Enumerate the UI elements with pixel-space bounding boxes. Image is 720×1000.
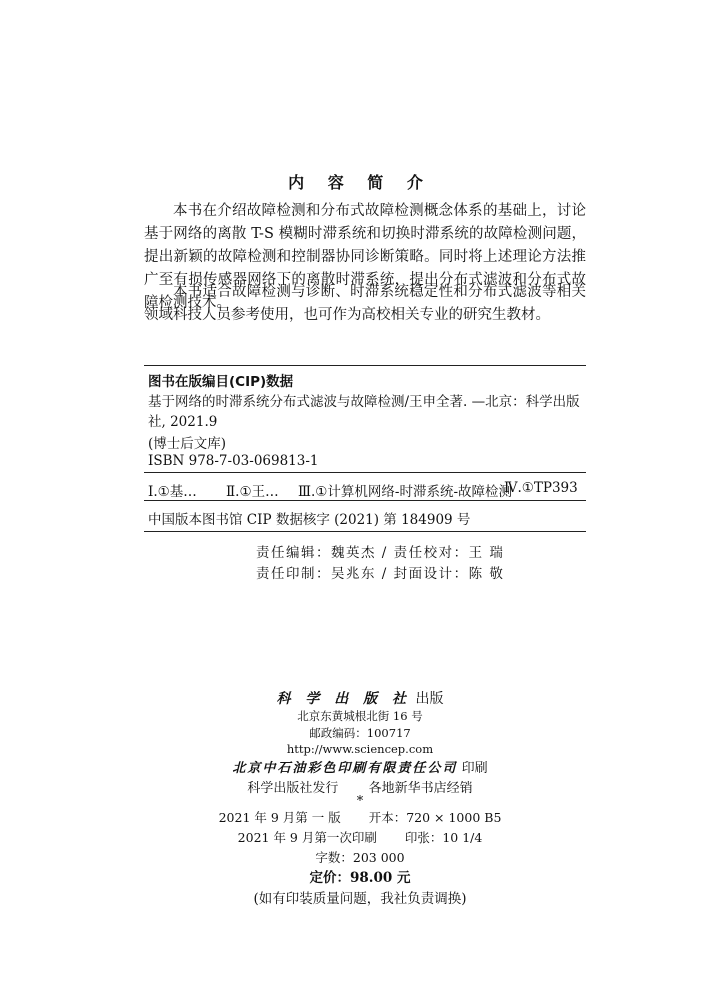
cip-top-rule bbox=[144, 365, 586, 366]
price-value: 98.00 元 bbox=[350, 870, 411, 886]
printer-suffix: 印刷 bbox=[461, 761, 488, 776]
cip-middle-rule bbox=[144, 472, 586, 473]
cip-subject: Ⅰ.①基… bbox=[148, 484, 197, 500]
publisher-postcode: 邮政编码：100717 bbox=[309, 726, 411, 740]
distributor: 科学出版社发行 bbox=[247, 781, 339, 796]
cip-number: 中国版本图书馆 CIP 数据核字 (2021) 第 184909 号 bbox=[148, 512, 471, 528]
printer-name: 北京中石油彩色印刷有限责任公司 bbox=[232, 761, 458, 776]
publisher-name: 科 学 出 版 社 bbox=[276, 691, 412, 707]
staff-line-production: 责任印制：吴兆东 / 封面设计：陈 敬 bbox=[256, 566, 505, 582]
retailer: 各地新华书店经销 bbox=[368, 781, 473, 796]
word-count: 字数：203 000 bbox=[315, 850, 405, 865]
printing-line bbox=[0, 828, 720, 846]
publisher-suffix: 出版 bbox=[415, 691, 444, 707]
summary-paragraph-2: 本书适合故障检测与诊断、时滞系统稳定性和分布式滤波等相关领域科技人员参考使用，也可作为高校相关专业的研究生教材。 bbox=[144, 284, 586, 323]
book-format: 开本：720 × 1000 B5 bbox=[368, 810, 502, 825]
price-label: 定价： bbox=[309, 870, 350, 886]
printed-sheets: 印张：10 1/4 bbox=[404, 830, 483, 845]
cip-subject: Ⅱ.①王… bbox=[226, 484, 279, 500]
cip-title-line-1: 基于网络的时滞系统分布式滤波与故障检测/王申全著. —北京：科学出版 bbox=[148, 394, 580, 410]
cip-subject: Ⅲ.①计算机网络-时滞系统-故障检测 bbox=[298, 484, 513, 500]
staff-line-editors: 责任编辑：魏英杰 / 责任校对：王 瑞 bbox=[256, 545, 505, 561]
cip-series: (博士后文库) bbox=[148, 436, 227, 452]
cip-title-line-2: 社, 2021.9 bbox=[148, 414, 218, 430]
price-line bbox=[0, 866, 720, 886]
cip-lower-rule bbox=[144, 500, 586, 501]
cip-bottom-rule bbox=[144, 531, 586, 532]
edition: 2021 年 9 月第 一 版 bbox=[218, 810, 341, 825]
cip-heading: 图书在版编目(CIP)数据 bbox=[148, 374, 294, 390]
publisher-address: 北京东黄城根北街 16 号 bbox=[297, 709, 423, 723]
quality-notice: (如有印装质量问题，我社负责调换) bbox=[253, 891, 467, 907]
printing: 2021 年 9 月第一次印刷 bbox=[237, 830, 377, 845]
publisher-line bbox=[0, 688, 720, 708]
separator-star: * bbox=[356, 794, 364, 809]
summary-title: 内 容 简 介 bbox=[288, 173, 432, 192]
cip-isbn: ISBN 978-7-03-069813-1 bbox=[148, 453, 319, 469]
cip-subject: Ⅳ.①TP393 bbox=[504, 480, 578, 496]
publisher-website: http://www.sciencep.com bbox=[286, 742, 434, 756]
summary-paragraph-1: 本书在介绍故障检测和分布式故障检测概念体系的基础上，讨论基于网络的离散 T-S 模糊时滞系统和切换时滞系统的故障检测问题，提出新颖的故障检测和控制器协同诊断策略。同时将上述理论方法推广至有损传感器网络下的离散时滞系统，提出分布式滤波和分布式故障检测技术。 bbox=[144, 203, 586, 311]
edition-line bbox=[0, 808, 720, 826]
printer-line bbox=[0, 757, 720, 776]
